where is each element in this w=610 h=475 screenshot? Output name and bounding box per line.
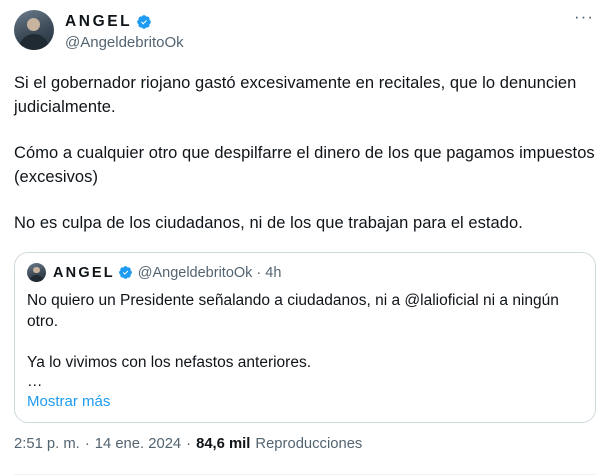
quoted-timestamp: 4h — [265, 264, 282, 281]
author-handle[interactable]: @AngeldebritoOk — [65, 34, 184, 51]
quoted-tweet-body — [27, 290, 583, 390]
avatar-head-shape — [27, 18, 40, 31]
verified-badge-icon — [136, 14, 152, 30]
quoted-tweet-header — [27, 263, 583, 283]
quoted-avatar-body-shape — [29, 275, 44, 283]
avatar-body-shape — [19, 34, 49, 50]
avatar[interactable] — [14, 10, 54, 50]
author-names — [65, 10, 184, 53]
quoted-separator: · — [256, 264, 262, 281]
paragraph-gap — [14, 119, 596, 142]
quoted-verified-badge-icon — [118, 265, 133, 280]
tweet-paragraph-1: Si el gobernador riojano gastó excesivamente en recitales, que lo denuncien judicialmente. — [14, 74, 577, 116]
quoted-truncation-ellipsis: … — [27, 372, 43, 390]
tweet-paragraph-3: No es culpa de los ciudadanos, ni de los que trabajan para el estado. — [14, 214, 523, 232]
views-label: Reproducciones — [255, 435, 363, 452]
quoted-avatar-head-shape — [33, 267, 40, 274]
more-options-icon[interactable]: ··· — [574, 7, 594, 26]
author-display-name[interactable]: ANGEL — [65, 12, 133, 30]
tweet-header — [14, 7, 596, 60]
show-more-link[interactable]: Mostrar más — [27, 392, 111, 410]
tweet-time: 2:51 p. m. — [14, 435, 80, 452]
quoted-paragraph-gap — [27, 332, 583, 352]
footer-separator-1: · — [84, 435, 90, 452]
tweet-date: 14 ene. 2024 — [94, 435, 182, 452]
views-count: 84,6 mil — [196, 435, 251, 452]
quoted-paragraph-1: No quiero un Presidente señalando a ciudadanos, ni a @lalioficial ni a ningún otro. — [27, 291, 559, 330]
tweet-body — [14, 72, 596, 236]
quoted-tweet[interactable] — [14, 252, 596, 423]
quoted-author-display-name: ANGEL — [53, 264, 115, 281]
footer-separator-2: · — [186, 435, 192, 452]
author-display-line — [65, 11, 184, 32]
tweet-paragraph-2: Cómo a cualquier otro que despilfarre el dinero de los que pagamos impuestos (excesivos) — [14, 144, 595, 186]
quoted-paragraph-2: Ya lo vivimos con los nefastos anteriores. — [27, 353, 312, 371]
tweet-footer — [14, 436, 596, 458]
quoted-author-handle: @AngeldebritoOk — [137, 264, 253, 281]
quoted-avatar[interactable] — [27, 263, 46, 282]
paragraph-gap — [14, 189, 596, 212]
